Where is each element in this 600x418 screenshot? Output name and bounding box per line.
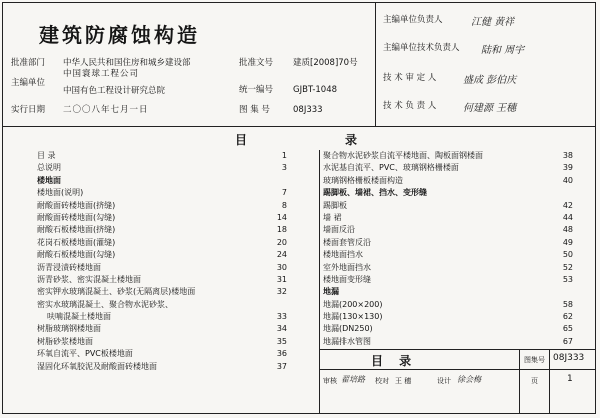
toc-entry[interactable]: [37, 162, 287, 174]
toc-entry[interactable]: [37, 224, 287, 236]
title-block-atlas-label: 图集号: [524, 356, 545, 364]
toc-entry[interactable]: [37, 286, 287, 298]
toc-entry-page: 35: [276, 336, 287, 346]
toc-entry-page: 62: [562, 312, 573, 322]
toc-entry-label: 楼地面(说明): [37, 188, 84, 198]
title-block-atlas-value: 08J333: [553, 353, 585, 363]
unified-value: GJBT-1048: [293, 85, 338, 95]
design-label: 设计: [437, 377, 451, 385]
toc-entry-page: 39: [562, 163, 573, 173]
toc-entry[interactable]: [37, 336, 287, 348]
toc-entry-label: 密实钾水玻璃混凝土、砂浆(无隔离层)楼地面: [37, 287, 196, 297]
toc-entry-label: 聚合物水泥砂浆自流平楼地面、陶板面钢楼面: [323, 151, 483, 160]
toc-entry[interactable]: [323, 175, 573, 187]
toc-entry-page: 42: [562, 200, 573, 210]
toc-entry-label: 楼地面: [37, 175, 61, 185]
signature-4: 何建源 王穗: [463, 103, 517, 114]
toc-entry[interactable]: [323, 336, 573, 348]
toc-entry[interactable]: [323, 237, 573, 249]
toc-entry[interactable]: [323, 162, 573, 174]
toc-entry-label: 树脂砂浆楼地面: [37, 336, 93, 346]
toc-entry-label: 楼地面挡水: [323, 250, 363, 260]
toc-entry-page: 67: [562, 336, 573, 346]
toc-entry-page: 8: [281, 200, 287, 210]
responsible-label-1: 主编单位负责人: [383, 15, 443, 25]
toc-entry-label: 呋喃混凝土楼地面: [47, 312, 111, 322]
toc-left-column: [37, 150, 287, 373]
toc-entry-page: 36: [276, 349, 287, 359]
toc-entry-page: 40: [562, 175, 573, 185]
signature-2: 陆和 周宇: [481, 45, 525, 56]
title-block-sep-1: [519, 349, 520, 369]
editor-value-2: 中国有色工程设计研究总院: [63, 86, 166, 96]
toc-entry-label: 地漏排水管图: [323, 336, 371, 346]
design-name: 徐会梅: [457, 375, 481, 384]
toc-entry-page: 58: [562, 299, 573, 309]
title-block-left: [319, 349, 320, 414]
signature-1: 江健 黄祥: [471, 17, 515, 28]
page-value: 1: [567, 374, 573, 384]
title-block-sep-3: [519, 369, 520, 414]
signature-3: 盛成 彭伯庆: [463, 75, 517, 86]
toc-entry-page: 3: [281, 163, 287, 173]
toc-entry-label: 楼地面变形缝: [323, 274, 371, 284]
toc-entry-label: 沥青砂浆、密实混凝土楼地面: [37, 274, 141, 284]
toc-entry-label: 楼面套管反沿: [323, 237, 371, 247]
toc-entry-page: 44: [562, 212, 573, 222]
drawing-sheet: [2, 2, 596, 414]
toc-entry-label: 地漏: [323, 287, 339, 297]
toc-entry[interactable]: [37, 299, 287, 311]
toc-entry-page: 31: [276, 274, 287, 284]
toc-entry[interactable]: [323, 299, 573, 311]
toc-entry[interactable]: [37, 323, 287, 335]
toc-entry-page: 38: [562, 151, 573, 160]
toc-entry[interactable]: [323, 262, 573, 274]
title-block-top: [319, 349, 595, 350]
toc-entry-label: 墙 裙: [323, 212, 342, 222]
header-separator: [3, 126, 595, 127]
toc-entry-label: 花岗石板楼地面(灌缝): [37, 237, 116, 247]
toc-entry-page: 33: [276, 312, 287, 322]
toc-entry-label: 踢脚板、墙裙、挡水、变形缝: [323, 188, 427, 198]
toc-entry-label: 树脂玻璃钢楼地面: [37, 324, 101, 334]
approve-label: 批准部门: [11, 58, 46, 68]
atlas-value: 08J333: [293, 105, 323, 115]
toc-entry-label: 水泥基自流平、PVC、玻璃钢格栅楼面: [323, 163, 459, 173]
toc-entry[interactable]: [323, 224, 573, 236]
toc-entry[interactable]: [323, 274, 573, 286]
review-label: 审核: [323, 377, 337, 385]
responsible-label-4: 技 术 负 责 人: [383, 101, 437, 111]
check-name: 王 穗: [395, 377, 412, 385]
toc-entry-page: 24: [276, 250, 287, 260]
toc-entry[interactable]: [37, 361, 287, 373]
toc-header-right: 录: [345, 133, 358, 147]
toc-entry-label: 地漏(DN250): [323, 324, 373, 334]
page-label: 页: [531, 377, 538, 385]
check-label: 校对: [375, 377, 389, 385]
toc-entry-label: 踢脚板: [323, 200, 347, 210]
toc-entry-page: 18: [276, 225, 287, 235]
toc-entry-label: 耐酸石板楼地面(勾缝): [37, 250, 116, 260]
toc-entry-label: 密实水玻璃混凝土、聚合物水泥砂浆、: [37, 299, 173, 309]
toc-entry[interactable]: [37, 212, 287, 224]
toc-entry[interactable]: [323, 311, 573, 323]
toc-entry[interactable]: [323, 212, 573, 224]
approve-value: 中华人民共和国住房和城乡建设部: [63, 58, 191, 68]
date-value: 二〇〇八年七月一日: [63, 105, 149, 115]
toc-entry[interactable]: [37, 262, 287, 274]
editor-label: 主编单位: [11, 78, 46, 88]
date-label: 实行日期: [11, 105, 46, 115]
toc-entry-page: 52: [562, 262, 573, 272]
toc-entry-page: 37: [276, 361, 287, 371]
toc-entry[interactable]: [323, 150, 573, 162]
toc-section-heading: [323, 187, 573, 199]
toc-entry-label: 总说明: [37, 163, 61, 173]
title-block-name: 目 录: [371, 354, 418, 368]
title-block-sep-2: [549, 349, 550, 369]
toc-entry-page: 7: [281, 188, 287, 198]
toc-entry-label: 耐酸面砖楼地面(勾缝): [37, 212, 116, 222]
toc-entry-label: 墙面反沿: [323, 225, 355, 235]
page-title: 建筑防腐蚀构造: [39, 23, 200, 47]
doc-no-label: 批准文号: [239, 58, 274, 68]
toc-right-column: [323, 150, 573, 348]
toc-entry-page: 50: [562, 250, 573, 260]
toc-entry-label: 环氧自流平、PVC板楼地面: [37, 349, 133, 359]
responsible-label-3: 技 术 审 定 人: [383, 73, 437, 83]
toc-entry[interactable]: [37, 150, 287, 162]
toc-entry-label: 室外地面挡水: [323, 262, 371, 272]
toc-entry-label: 地漏(130×130): [323, 312, 383, 322]
toc-entry-label: 耐酸石板楼地面(挤缝): [37, 225, 116, 235]
toc-entry-label: 湿固化环氧胶泥及耐酸面砖楼地面: [37, 361, 157, 371]
header-divider: [375, 3, 376, 126]
doc-no-value: 建质[2008]70号: [293, 58, 358, 68]
toc-entry[interactable]: [323, 323, 573, 335]
toc-entry-page: 30: [276, 262, 287, 272]
toc-entry-label: 地漏(200×200): [323, 299, 383, 309]
toc-entry-page: 20: [276, 237, 287, 247]
toc-entry-label: 沥青浸渍砖楼地面: [37, 262, 101, 272]
toc-entry[interactable]: [37, 200, 287, 212]
toc-entry[interactable]: [37, 187, 287, 199]
toc-entry[interactable]: [37, 249, 287, 261]
toc-entry[interactable]: [323, 200, 573, 212]
title-block-mid: [319, 369, 595, 370]
toc-section-heading: [323, 286, 573, 298]
toc-header-left: 目: [235, 133, 248, 147]
toc-entry-label: 耐酸面砖楼地面(挤缝): [37, 200, 116, 210]
toc-entry-page: 14: [276, 212, 287, 222]
toc-entry-page: 32: [276, 287, 287, 297]
toc-section-heading: [37, 175, 287, 187]
toc-entry-page: 65: [562, 324, 573, 334]
toc-entry-page: 49: [562, 237, 573, 247]
toc-entry-page: 53: [562, 274, 573, 284]
review-name: 翟培路: [341, 375, 365, 384]
toc-entry[interactable]: [37, 237, 287, 249]
responsible-label-2: 主编单位技术负责人: [383, 43, 460, 53]
toc-entry-page: 48: [562, 225, 573, 235]
atlas-label: 图 集 号: [239, 105, 270, 115]
title-block-sep-4: [549, 369, 550, 414]
editor-value-1: 中国寰球工程公司: [63, 69, 140, 79]
toc-entry-page: 1: [281, 151, 287, 160]
toc-entry[interactable]: [37, 311, 287, 323]
toc-entry-label: 目 录: [37, 151, 56, 160]
toc-entry-page: 34: [276, 324, 287, 334]
toc-entry-label: 玻璃钢格栅板楼面构造: [323, 175, 403, 185]
unified-label: 统一编号: [239, 85, 274, 95]
toc-entry[interactable]: [37, 274, 287, 286]
toc-entry[interactable]: [323, 249, 573, 261]
toc-entry[interactable]: [37, 348, 287, 360]
